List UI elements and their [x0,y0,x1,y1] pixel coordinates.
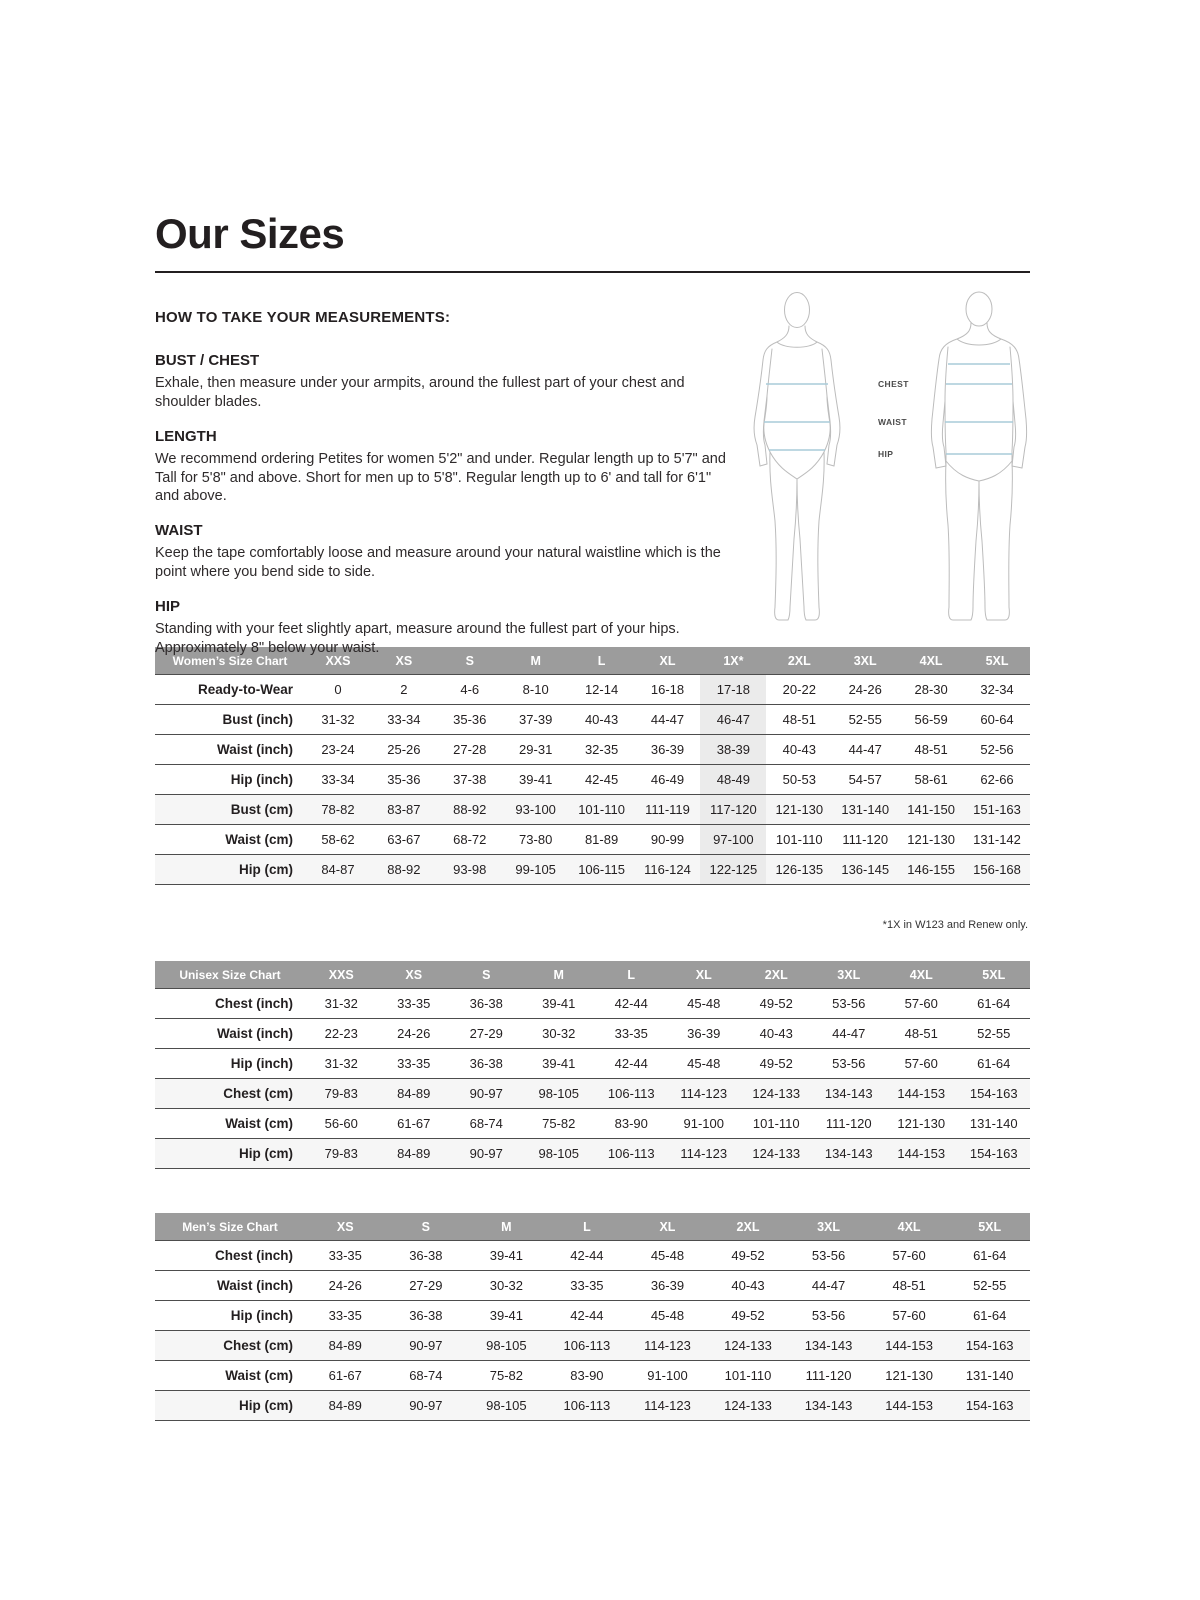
column-header: S [437,647,503,675]
size-table [155,1213,1030,1421]
table-row [155,1331,1030,1361]
column-header: XL [668,961,741,989]
size-cell: 31-32 [324,1056,358,1071]
section-length [155,428,730,507]
size-cell: 27-29 [469,1026,503,1041]
table-row [155,675,1030,705]
size-cell: 61-64 [977,996,1011,1011]
size-cell: 141-150 [907,802,955,817]
row-label: Hip (inch) [230,1308,293,1323]
size-cell: 40-43 [759,1026,793,1041]
size-cell: 144-153 [885,1398,933,1413]
row-label: Waist (cm) [225,1368,293,1383]
row-label: Waist (cm) [225,1116,293,1131]
size-cell: 134-143 [804,1398,853,1413]
size-cell: 79-83 [324,1086,358,1101]
size-cell: 131-140 [841,802,890,817]
size-cell: 44-47 [848,742,882,757]
table-row [155,1019,1030,1049]
size-cell: 46-47 [700,705,766,735]
size-cell: 81-89 [584,832,619,847]
size-cell: 144-153 [897,1146,946,1161]
size-cell: 124-133 [752,1146,801,1161]
size-cell: 48-49 [700,765,766,795]
section-body: We recommend ordering Petites for women 5'2" and under. Regular length up to 5'7" and Tall for 5'8" and above. Short for men up to 5'8". Regular length up to 6' and tall for 6'1" and above. [155,450,726,505]
column-header: 3XL [832,647,898,675]
size-cell: 8-10 [522,682,549,697]
size-cell: 131-140 [965,1368,1014,1383]
size-cell: 44-47 [811,1278,846,1293]
size-cell: 106-113 [563,1398,611,1413]
column-header: 5XL [958,961,1031,989]
size-cell: 35-36 [387,772,421,787]
size-cell: 12-14 [584,682,619,697]
size-cell: 39-41 [489,1308,523,1323]
size-cell: 156-168 [973,862,1021,877]
column-header: XL [627,1213,708,1241]
size-cell: 33-35 [614,1026,648,1041]
size-cell: 114-123 [680,1086,728,1101]
size-cell: 36-39 [650,1278,685,1293]
size-cell: 88-92 [387,862,421,877]
size-cell: 84-89 [397,1146,431,1161]
size-cell: 37-38 [453,772,487,787]
table-row [155,855,1030,885]
page-content [155,210,1030,1455]
column-header: 3XL [813,961,886,989]
table-title: Women’s Size Chart [155,647,305,675]
size-cell: 146-155 [907,862,955,877]
size-cell: 126-135 [775,862,824,877]
size-cell: 134-143 [824,1146,873,1161]
size-cell: 39-41 [542,996,576,1011]
size-cell: 24-26 [397,1026,431,1041]
size-cell: 36-38 [409,1308,443,1323]
row-label: Chest (cm) [223,1086,293,1101]
measurement-instructions-text [155,309,730,658]
size-cell: 101-110 [724,1368,772,1383]
size-cell: 121-130 [897,1116,946,1131]
section-bust-chest [155,352,730,412]
size-cell: 52-56 [980,742,1014,757]
size-cell: 136-145 [841,862,890,877]
size-cell: 53-56 [832,1056,866,1071]
column-header: S [450,961,523,989]
size-cell: 75-82 [489,1368,523,1383]
size-cell: 61-64 [973,1308,1007,1323]
size-cell: 106-115 [578,862,625,877]
size-cell: 61-67 [328,1368,362,1383]
size-cell: 111-120 [842,832,889,847]
size-cell: 90-99 [650,832,685,847]
table-row [155,1109,1030,1139]
size-cell: 53-56 [832,996,866,1011]
size-cell: 84-89 [397,1086,431,1101]
size-cell: 83-90 [570,1368,604,1383]
size-cell: 31-32 [324,996,358,1011]
column-header: M [503,647,569,675]
size-cell: 29-31 [519,742,553,757]
size-cell: 33-35 [397,996,431,1011]
size-cell: 61-64 [977,1056,1011,1071]
size-cell: 53-56 [811,1308,846,1323]
table-row [155,1139,1030,1169]
section-title: WAIST [155,522,203,540]
row-label: Bust (inch) [222,712,293,727]
column-header: 2XL [766,647,832,675]
size-cell: 49-52 [731,1308,765,1323]
size-cell: 93-100 [515,802,556,817]
size-cell: 30-32 [542,1026,576,1041]
row-label: Hip (inch) [230,772,293,787]
size-cell: 90-97 [409,1338,443,1353]
column-header: L [547,1213,628,1241]
size-cell: 134-143 [804,1338,853,1353]
size-cell: 63-67 [387,832,421,847]
column-header: L [595,961,668,989]
size-cell: 121-130 [775,802,824,817]
size-cell: 79-83 [324,1146,358,1161]
size-cell: 42-45 [584,772,619,787]
table-row [155,989,1030,1019]
size-cell: 31-32 [321,712,355,727]
size-cell: 36-38 [469,1056,503,1071]
size-cell: 83-87 [387,802,421,817]
man-figure-illustration [917,289,1042,634]
column-header: 5XL [949,1213,1030,1241]
size-cell: 39-41 [542,1056,576,1071]
size-cell: 91-100 [647,1368,688,1383]
size-cell: 33-35 [397,1056,431,1071]
size-cell: 46-49 [650,772,685,787]
size-cell: 122-125 [700,855,766,885]
size-cell: 36-38 [409,1248,443,1263]
size-cell: 84-87 [321,862,355,877]
column-header: XXS [305,961,378,989]
table-row [155,795,1030,825]
size-cell: 48-51 [892,1278,926,1293]
size-cell: 49-52 [759,1056,793,1071]
size-cell: 30-32 [489,1278,523,1293]
size-cell: 57-60 [904,1056,938,1071]
section-body: Standing with your feet slightly apart, measure around the fullest part of your hips. Approximately 8" below your waist. [155,620,680,656]
size-cell: 49-52 [731,1248,765,1263]
size-cell: 68-72 [453,832,487,847]
size-cell: 98-105 [538,1086,579,1101]
size-cell: 90-97 [469,1146,503,1161]
page-title: Our Sizes [155,210,345,257]
size-cell: 25-26 [387,742,421,757]
size-cell: 60-64 [980,712,1014,727]
size-cell: 57-60 [892,1248,926,1263]
size-cell: 61-67 [397,1116,431,1131]
row-label: Chest (cm) [223,1338,293,1353]
column-header: 2XL [740,961,813,989]
size-cell: 121-130 [885,1368,933,1383]
size-table [155,961,1030,1169]
size-cell: 48-51 [914,742,948,757]
section-body: Keep the tape comfortably loose and measure around your natural waistline which is the point where you bend side to side. [155,545,721,581]
woman-figure-illustration [742,289,852,634]
size-table [155,647,1030,885]
size-cell: 22-23 [324,1026,358,1041]
size-cell: 134-143 [824,1086,873,1101]
column-header: XS [378,961,451,989]
column-header: 5XL [964,647,1030,675]
table-title: Men’s Size Chart [155,1213,305,1241]
column-header: S [386,1213,467,1241]
size-cell: 33-34 [321,772,355,787]
size-cell: 2 [400,682,408,697]
size-cell: 28-30 [914,682,948,697]
size-cell: 93-98 [453,862,487,877]
row-label: Bust (cm) [230,802,293,817]
table-row [155,1271,1030,1301]
size-cell: 154-163 [969,1086,1018,1101]
size-cell: 84-89 [328,1338,362,1353]
size-cell: 57-60 [892,1308,926,1323]
waist-figure-label: WAIST [878,417,907,427]
size-cell: 144-153 [897,1086,946,1101]
size-cell: 106-113 [563,1338,611,1353]
size-cell: 151-163 [973,802,1021,817]
table-row [155,1301,1030,1331]
column-header: 4XL [898,647,964,675]
column-header: XL [635,647,701,675]
size-cell: 154-163 [969,1146,1018,1161]
size-cell: 111-120 [825,1116,872,1131]
row-label: Waist (inch) [217,1026,293,1041]
row-label: Chest (inch) [214,1248,293,1263]
size-cell: 78-82 [321,802,355,817]
size-cell: 42-44 [570,1248,604,1263]
size-cell: 36-38 [469,996,503,1011]
table-row [155,765,1030,795]
size-cell: 58-62 [321,832,355,847]
size-cell: 106-113 [607,1086,655,1101]
size-cell: 75-82 [542,1116,576,1131]
size-cell: 17-18 [700,675,766,705]
size-cell: 68-74 [409,1368,443,1383]
column-header: L [569,647,635,675]
size-cell: 42-44 [570,1308,604,1323]
size-cell: 40-43 [584,712,619,727]
size-cell: 53-56 [811,1248,846,1263]
size-cell: 154-163 [965,1398,1014,1413]
size-cell: 36-39 [650,742,685,757]
size-cell: 39-41 [489,1248,523,1263]
column-header: 4XL [885,961,958,989]
row-label: Waist (inch) [217,742,293,757]
table-row [155,705,1030,735]
table-row [155,1391,1030,1421]
size-cell: 154-163 [965,1338,1014,1353]
size-cell: 52-55 [977,1026,1011,1041]
size-cell: 40-43 [782,742,816,757]
how-to-heading: HOW TO TAKE YOUR MEASUREMENTS: [155,309,451,326]
row-label: Hip (cm) [239,1398,293,1413]
size-cell: 99-105 [515,862,556,877]
table-row [155,735,1030,765]
size-cell: 45-48 [650,1248,685,1263]
size-cell: 45-48 [687,1056,721,1071]
table-row [155,1049,1030,1079]
size-cell: 84-89 [328,1398,362,1413]
size-cell: 16-18 [650,682,685,697]
hip-figure-label: HIP [878,449,894,459]
size-cell: 111-120 [805,1368,852,1383]
size-cell: 54-57 [848,772,882,787]
column-header: XXS [305,647,371,675]
size-cell: 50-53 [782,772,816,787]
size-cell: 114-123 [644,1398,691,1413]
size-tables [155,647,1030,1421]
size-cell: 35-36 [453,712,487,727]
size-cell: 124-133 [724,1338,772,1353]
size-cell: 88-92 [453,802,487,817]
size-cell: 117-120 [700,795,766,825]
size-cell: 32-35 [584,742,619,757]
size-cell: 124-133 [752,1086,801,1101]
size-cell: 24-26 [848,682,882,697]
row-label: Waist (cm) [225,832,293,847]
size-cell: 27-28 [453,742,487,757]
size-cell: 24-26 [328,1278,362,1293]
size-cell: 56-60 [324,1116,358,1131]
size-cell: 98-105 [486,1398,527,1413]
size-cell: 101-110 [775,832,823,847]
section-hip [155,598,730,658]
size-cell: 90-97 [409,1398,443,1413]
size-cell: 121-130 [907,832,955,847]
size-cell: 58-61 [914,772,948,787]
row-label: Hip (inch) [230,1056,293,1071]
size-cell: 4-6 [460,682,480,697]
size-cell: 33-35 [328,1248,362,1263]
column-header: XS [371,647,437,675]
size-cell: 48-51 [904,1026,938,1041]
column-header: XS [305,1213,386,1241]
size-cell: 114-123 [680,1146,728,1161]
row-label: Hip (cm) [239,1146,293,1161]
size-cell: 90-97 [469,1086,503,1101]
size-cell: 56-59 [914,712,948,727]
size-cell: 27-29 [409,1278,443,1293]
size-cell: 111-119 [645,802,690,817]
size-cell: 42-44 [614,1056,648,1071]
row-label: Chest (inch) [214,996,293,1011]
column-header: M [523,961,596,989]
size-cell: 101-110 [752,1116,800,1131]
size-cell: 98-105 [538,1146,579,1161]
size-cell: 124-133 [724,1398,772,1413]
size-cell: 42-44 [614,996,648,1011]
size-cell: 73-80 [519,832,553,847]
size-cell: 40-43 [731,1278,765,1293]
chest-figure-label: CHEST [878,379,909,389]
section-title: HIP [155,597,181,615]
section-body: Exhale, then measure under your armpits, around the fullest part of your chest and shoulder blades. [155,375,685,410]
column-header: 3XL [788,1213,869,1241]
size-cell: 37-39 [519,712,553,727]
size-cell: 116-124 [644,862,691,877]
size-cell: 114-123 [644,1338,691,1353]
size-cell: 106-113 [607,1146,655,1161]
row-label: Waist (inch) [217,1278,293,1293]
size-cell: 45-48 [687,996,721,1011]
mens-size-chart [155,1213,1030,1421]
measurement-instructions-section [155,309,1030,656]
size-cell: 33-35 [570,1278,604,1293]
size-cell: 33-34 [387,712,421,727]
size-cell: 131-140 [969,1116,1018,1131]
row-label: Hip (cm) [239,862,293,877]
size-cell: 68-74 [469,1116,503,1131]
size-cell: 20-22 [782,682,816,697]
size-cell: 39-41 [519,772,553,787]
size-cell: 32-34 [980,682,1014,697]
size-cell: 91-100 [683,1116,724,1131]
size-cell: 52-55 [973,1278,1007,1293]
table-row [155,1079,1030,1109]
size-cell: 101-110 [578,802,625,817]
section-title: LENGTH [155,427,217,445]
size-cell: 44-47 [832,1026,866,1041]
table-title: Unisex Size Chart [155,961,305,989]
size-cell: 0 [334,682,342,697]
size-cell: 23-24 [321,742,355,757]
section-title: BUST / CHEST [155,352,260,369]
table-row [155,1361,1030,1391]
title-divider [155,271,1030,273]
womens-size-chart [155,647,1030,885]
size-cell: 57-60 [904,996,938,1011]
table-row [155,825,1030,855]
size-cell: 144-153 [885,1338,933,1353]
size-cell: 45-48 [650,1308,685,1323]
size-cell: 33-35 [328,1308,362,1323]
section-waist [155,522,730,582]
row-label: Ready-to-Wear [197,682,293,697]
measurement-figures [742,289,1042,634]
size-cell: 48-51 [782,712,816,727]
table-footnote: *1X in W123 and Renew only. [882,919,1028,931]
size-cell: 44-47 [650,712,685,727]
size-cell: 83-90 [614,1116,648,1131]
size-cell: 97-100 [700,825,766,855]
column-header: 2XL [708,1213,789,1241]
size-cell: 62-66 [980,772,1014,787]
column-header: 1X* [700,647,766,675]
size-cell: 131-142 [973,832,1021,847]
size-cell: 52-55 [848,712,882,727]
size-cell: 38-39 [700,735,766,765]
unisex-size-chart [155,961,1030,1169]
size-cell: 36-39 [687,1026,721,1041]
table-row [155,1241,1030,1271]
size-cell: 98-105 [486,1338,527,1353]
size-cell: 49-52 [759,996,793,1011]
column-header: 4XL [869,1213,950,1241]
size-cell: 61-64 [973,1248,1007,1263]
column-header: M [466,1213,547,1241]
